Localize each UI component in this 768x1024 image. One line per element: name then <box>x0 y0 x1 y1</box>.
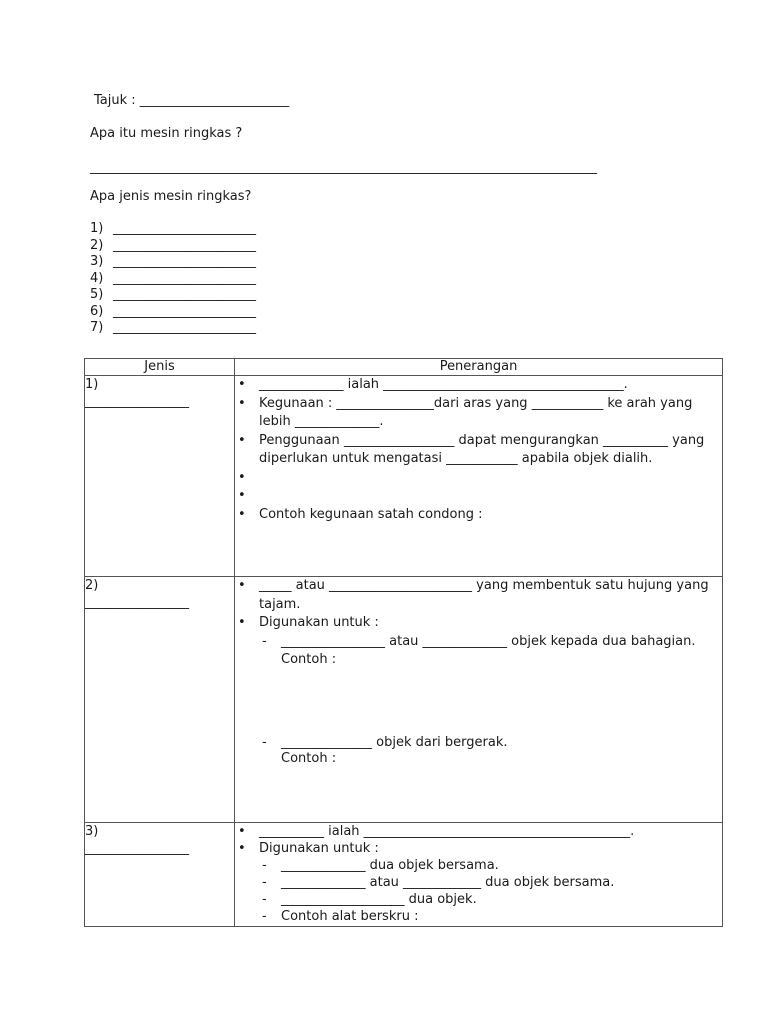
list-item <box>90 254 256 271</box>
penerangan-cell <box>235 376 723 577</box>
list-number: 1) <box>90 221 104 236</box>
bullet-empty <box>235 487 722 506</box>
bullet-used-for: • Digunakan untuk : <box>235 840 722 857</box>
list-item <box>90 287 256 304</box>
list-blank: ______________________ <box>113 287 256 302</box>
table-header-row <box>85 359 723 376</box>
jenis-blank: ________________ <box>85 394 189 409</box>
bullet-definition: • _____________ ialah _____________________________________. <box>235 376 722 395</box>
penerangan-cell <box>235 823 723 927</box>
table-row <box>85 577 723 823</box>
list-item <box>90 304 256 321</box>
dash-item-example: Contoh : <box>281 751 337 766</box>
list-blank: ______________________ <box>113 221 256 236</box>
list-item <box>90 238 256 255</box>
table-row <box>85 376 723 577</box>
list-item <box>90 221 256 238</box>
answer-blank-line: ______________________________________________________________________________ <box>90 160 597 175</box>
list-number: 6) <box>90 303 104 319</box>
bullet-usage: • Kegunaan : _______________dari aras yang ___________ ke arah yang lebih _____________. <box>235 395 722 432</box>
dash-item: - _____________ dua objek bersama. <box>235 857 722 874</box>
bullet-empty <box>235 469 722 488</box>
question-types-of-simple-machine: Apa jenis mesin ringkas? <box>90 189 252 204</box>
jenis-cell <box>85 376 235 577</box>
jenis-number: 3) <box>85 824 99 839</box>
column-header-penerangan: Penerangan <box>235 359 723 376</box>
dash-item: - _____________ atau ____________ dua objek bersama. <box>235 874 722 891</box>
dash-item-split: - ________________ atau _____________ objek kepada dua bahagian. Contoh : <box>235 633 722 670</box>
column-header-jenis: Jenis <box>85 359 235 376</box>
table-row <box>85 823 723 927</box>
jenis-cell <box>85 577 235 823</box>
bullet-used-for: • Digunakan untuk : <box>235 614 722 633</box>
jenis-blank: ________________ <box>85 841 189 856</box>
spacer <box>235 670 722 734</box>
list-blank: ______________________ <box>113 303 256 319</box>
bullet-benefit: • Penggunaan _________________ dapat mengurangkan __________ yang diperlukan untuk mengatasi ___________ apabila objek dialih. <box>235 432 722 469</box>
list-number: 5) <box>90 287 104 302</box>
dash-item-hold: - ______________ objek dari bergerak. <box>235 734 722 753</box>
list-number: 7) <box>90 320 104 335</box>
types-answer-list <box>90 221 256 337</box>
title-field: Tajuk : _______________________ <box>94 93 290 108</box>
bullet-example: • Contoh kegunaan satah condong : <box>235 506 722 525</box>
dash-item: - Contoh alat berskru : <box>235 908 722 925</box>
dash-item: - ___________________ dua objek. <box>235 891 722 908</box>
jenis-cell <box>85 823 235 927</box>
jenis-blank: ________________ <box>85 595 189 610</box>
penerangan-cell <box>235 577 723 823</box>
list-item <box>90 320 256 337</box>
list-number: 2) <box>90 237 104 253</box>
jenis-number: 1) <box>85 377 99 392</box>
list-blank: ______________________ <box>113 270 256 286</box>
machine-types-table <box>84 358 723 927</box>
bullet-definition: • _____ atau ______________________ yang membentuk satu hujung yang tajam. <box>235 577 722 614</box>
list-number: 3) <box>90 254 104 269</box>
jenis-number: 2) <box>85 578 99 593</box>
list-blank: ______________________ <box>113 237 256 253</box>
list-number: 4) <box>90 270 104 286</box>
question-what-is-simple-machine: Apa itu mesin ringkas ? <box>90 126 243 141</box>
list-blank: ______________________ <box>113 320 256 335</box>
list-item <box>90 271 256 288</box>
bullet-definition: • __________ ialah _________________________________________. <box>235 823 722 840</box>
list-blank: ______________________ <box>113 254 256 269</box>
